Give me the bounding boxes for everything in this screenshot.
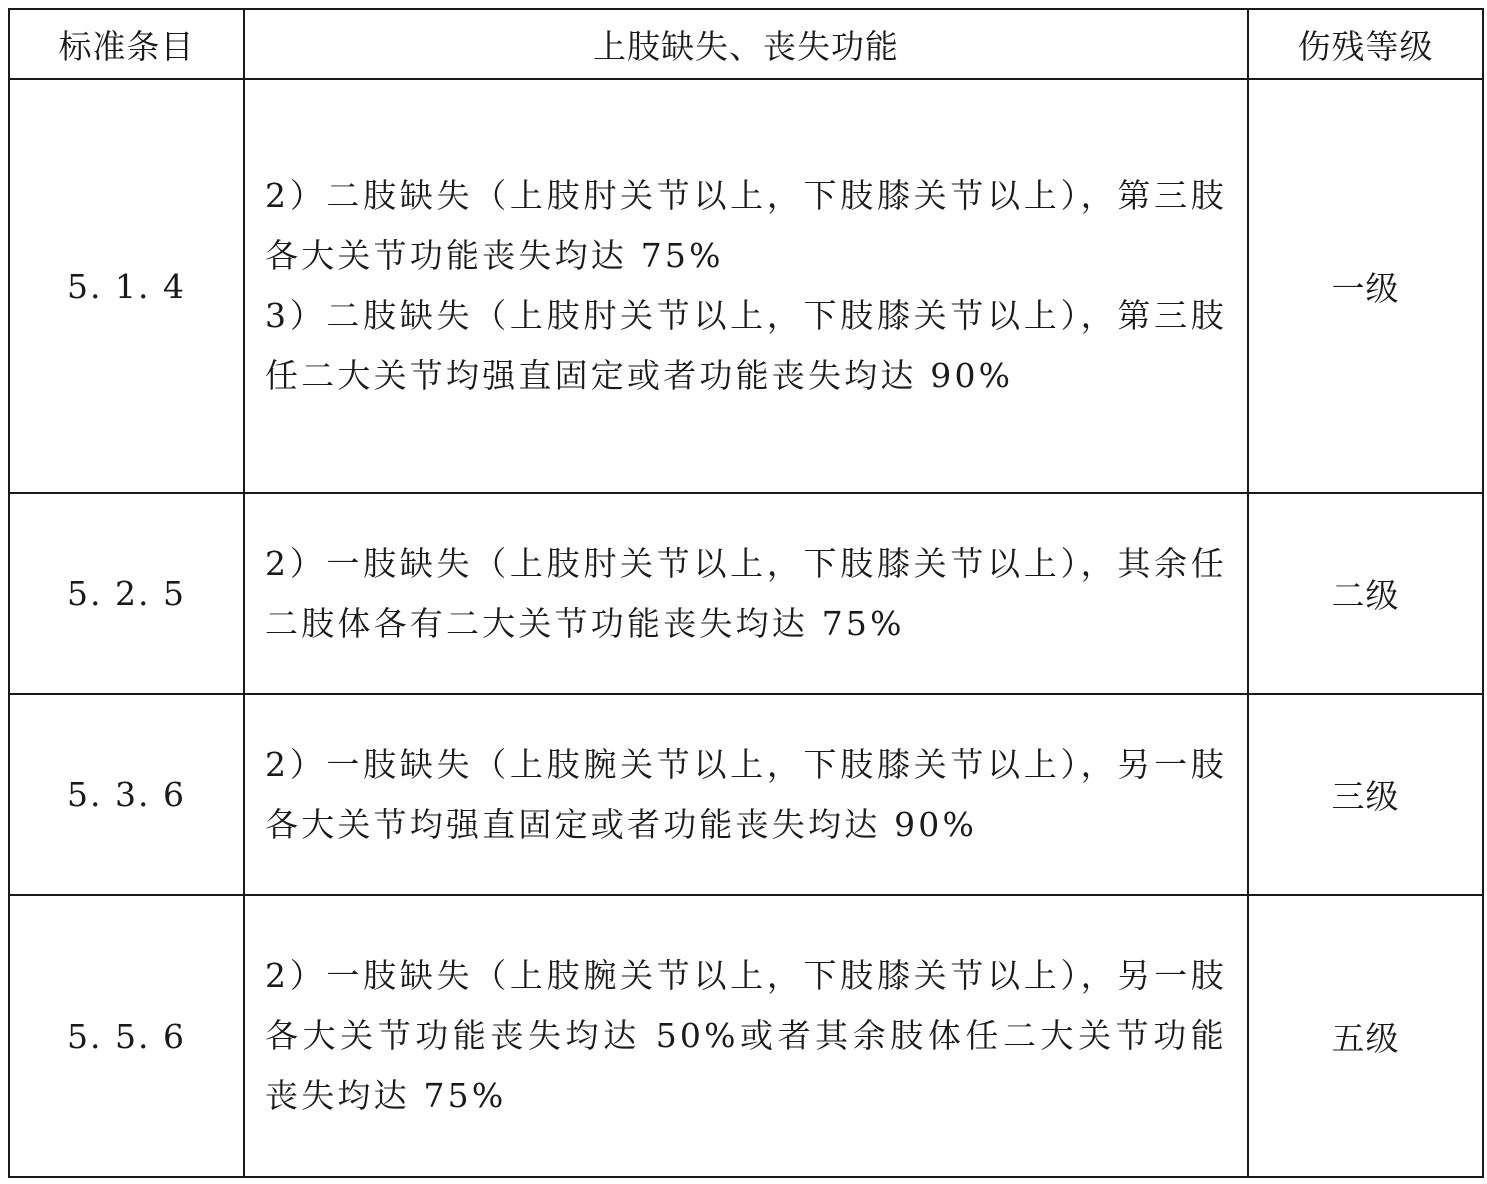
table-row [9, 493, 1483, 694]
table-row [9, 895, 1483, 1177]
header-description: 上肢缺失、丧失功能 [244, 9, 1248, 79]
disability-standard-table [8, 8, 1484, 1178]
disability-grade: 一级 [1248, 79, 1483, 493]
description-item: 2）一肢缺失（上肢腕关节以上，下肢膝关节以上），另一肢各大关节均强直固定或者功能丧失均达 90% [265, 744, 1227, 844]
description-item: 2）二肢缺失（上肢肘关节以上，下肢膝关节以上），第三肢各大关节功能丧失均达 75% [265, 176, 1227, 275]
table-header-row [9, 9, 1483, 79]
disability-grade: 二级 [1248, 493, 1483, 694]
standard-code: 5. 5. 6 [9, 895, 244, 1177]
standard-code: 5. 2. 5 [9, 493, 244, 694]
description-cell [244, 895, 1248, 1177]
description-item: 3）二肢缺失（上肢肘关节以上，下肢膝关节以上），第三肢任二大关节均强直固定或者功能丧失均达 90% [265, 296, 1227, 395]
table-row [9, 79, 1483, 493]
description-cell [244, 694, 1248, 895]
disability-grade: 三级 [1248, 694, 1483, 895]
standard-code: 5. 3. 6 [9, 694, 244, 895]
standard-code: 5. 1. 4 [9, 79, 244, 493]
description-cell [244, 493, 1248, 694]
description-item: 2）一肢缺失（上肢肘关节以上，下肢膝关节以上），其余任二肢体各有二大关节功能丧失均达 75% [265, 543, 1227, 643]
description-cell [244, 79, 1248, 493]
table-row [9, 694, 1483, 895]
header-disability-grade: 伤残等级 [1248, 9, 1483, 79]
header-standard-item: 标准条目 [9, 9, 244, 79]
description-item: 2）一肢缺失（上肢腕关节以上，下肢膝关节以上），另一肢各大关节功能丧失均达 50%或者其余肢体任二大关节功能丧失均达 75% [265, 956, 1227, 1115]
disability-grade: 五级 [1248, 895, 1483, 1177]
